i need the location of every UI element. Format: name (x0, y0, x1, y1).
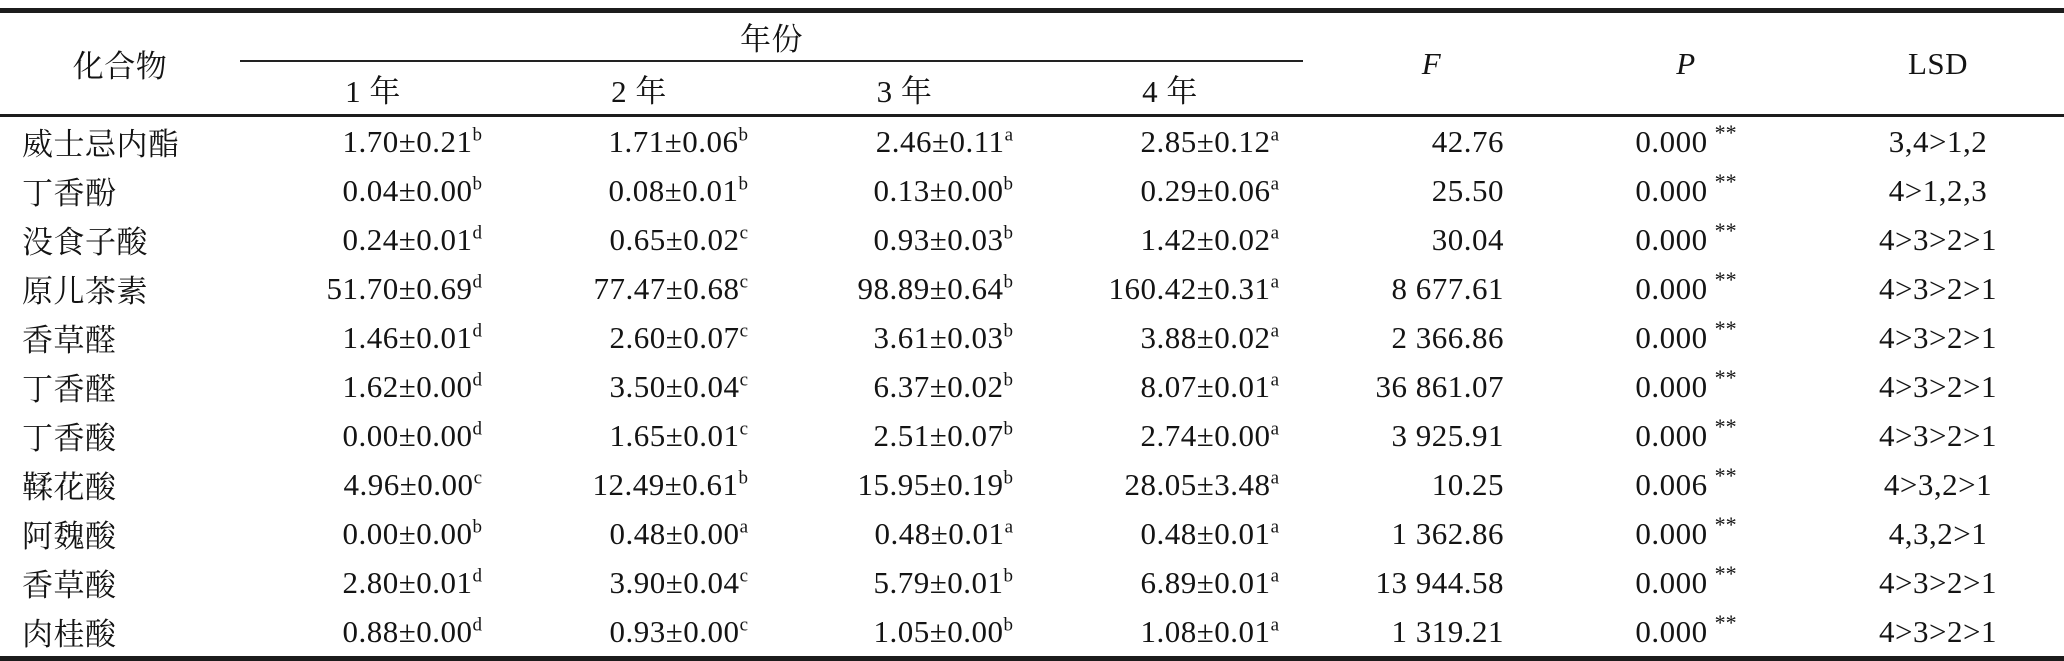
compound-name: 没食子酸 (22, 225, 148, 260)
lsd-value: 4>3>2>1 (1879, 221, 1997, 257)
measurement-value: 1.08±0.01 (1140, 613, 1271, 649)
p-value: 0.000 (1635, 123, 1708, 159)
year-1-value-cell (240, 558, 506, 607)
anova-table (0, 8, 2064, 661)
p-value-cell (1560, 607, 1812, 659)
measurement-value: 4.96±0.00 (343, 466, 474, 502)
p-value-cell (1560, 116, 1812, 167)
compound-name: 原儿茶素 (22, 274, 148, 309)
significance-letter: c (739, 369, 748, 391)
year-2-value-cell (506, 116, 772, 167)
significance-letter: d (472, 271, 482, 293)
year-2-value-cell (506, 607, 772, 659)
significance-stars: ** (1714, 561, 1737, 587)
significance-letter: a (1270, 320, 1279, 342)
significance-stars: ** (1714, 169, 1737, 195)
significance-stars: ** (1714, 512, 1737, 538)
significance-letter: a (1270, 271, 1279, 293)
year-1-value-cell (240, 313, 506, 362)
col-header-year-3: 3 年 (772, 61, 1037, 116)
significance-letter: d (472, 222, 482, 244)
measurement-value: 0.00±0.00 (342, 417, 473, 453)
measurement-value: 5.79±0.01 (873, 564, 1004, 600)
measurement-value: 3.50±0.04 (609, 368, 740, 404)
table-row (0, 166, 2064, 215)
year-4-value-cell (1037, 362, 1303, 411)
significance-stars: ** (1714, 610, 1737, 636)
significance-letter: b (738, 467, 748, 489)
year-3-value-cell (772, 558, 1037, 607)
significance-letter: d (472, 614, 482, 636)
year-1-value-cell (240, 116, 506, 167)
year-3-value-cell (772, 215, 1037, 264)
table-header (0, 11, 2064, 116)
lsd-value: 4,3,2>1 (1888, 515, 1988, 551)
significance-letter: d (472, 320, 482, 342)
table-row (0, 460, 2064, 509)
measurement-value: 0.24±0.01 (342, 221, 473, 257)
year-1-value-cell (240, 264, 506, 313)
measurement-value: 1.65±0.01 (609, 417, 740, 453)
f-value: 1 319.21 (1391, 613, 1504, 649)
year-2-value-cell (506, 411, 772, 460)
year-1-value-cell (240, 215, 506, 264)
p-value-cell (1560, 362, 1812, 411)
measurement-value: 28.05±3.48 (1124, 466, 1271, 502)
significance-letter: c (739, 565, 748, 587)
table-row (0, 558, 2064, 607)
p-value-cell (1560, 313, 1812, 362)
measurement-value: 1.46±0.01 (342, 319, 473, 355)
measurement-value: 0.48±0.01 (1140, 515, 1271, 551)
measurement-value: 6.89±0.01 (1140, 564, 1271, 600)
measurement-value: 6.37±0.02 (873, 368, 1004, 404)
year-3-value-cell (772, 460, 1037, 509)
lsd-value: 3,4>1,2 (1888, 123, 1988, 159)
lsd-value: 4>3>2>1 (1879, 613, 1997, 649)
p-value: 0.000 (1635, 221, 1708, 257)
f-value: 3 925.91 (1391, 417, 1504, 453)
significance-stars: ** (1714, 365, 1737, 391)
p-value-cell (1560, 509, 1812, 558)
significance-letter: b (1003, 271, 1013, 293)
year-2-value-cell (506, 264, 772, 313)
year-3-value-cell (772, 509, 1037, 558)
significance-letter: a (1270, 369, 1279, 391)
lsd-value: 4>3>2>1 (1879, 564, 1997, 600)
lsd-value: 4>3>2>1 (1879, 270, 1997, 306)
measurement-value: 0.13±0.00 (873, 172, 1004, 208)
significance-letter: a (739, 516, 748, 538)
year-3-value-cell (772, 411, 1037, 460)
p-value-cell (1560, 411, 1812, 460)
table-row (0, 411, 2064, 460)
col-header-p: P (1560, 11, 1812, 116)
year-4-value-cell (1037, 313, 1303, 362)
col-header-compound: 化合物 (0, 11, 240, 116)
col-header-lsd: LSD (1812, 11, 2064, 116)
year-2-value-cell (506, 166, 772, 215)
col-header-year-group: 年份 (240, 11, 1303, 62)
significance-letter: a (1270, 173, 1279, 195)
measurement-value: 8.07±0.01 (1140, 368, 1271, 404)
year-4-value-cell (1037, 116, 1303, 167)
f-value: 10.25 (1431, 466, 1504, 502)
measurement-value: 1.70±0.21 (342, 123, 473, 159)
year-1-value-cell (240, 607, 506, 659)
compound-name: 鞣花酸 (22, 470, 117, 505)
significance-letter: d (472, 565, 482, 587)
year-2-value-cell (506, 509, 772, 558)
significance-stars: ** (1714, 218, 1737, 244)
significance-letter: a (1270, 565, 1279, 587)
lsd-value: 4>3,2>1 (1883, 466, 1993, 502)
measurement-value: 3.90±0.04 (609, 564, 740, 600)
year-1-value-cell (240, 166, 506, 215)
significance-letter: b (1003, 418, 1013, 440)
significance-letter: a (1270, 467, 1279, 489)
significance-letter: b (1003, 614, 1013, 636)
measurement-value: 2.51±0.07 (873, 417, 1004, 453)
compound-name: 丁香酸 (22, 421, 117, 456)
measurement-value: 0.93±0.00 (609, 613, 740, 649)
year-4-value-cell (1037, 460, 1303, 509)
significance-letter: b (472, 124, 482, 146)
significance-letter: c (739, 222, 748, 244)
p-value: 0.000 (1635, 172, 1708, 208)
p-value-cell (1560, 460, 1812, 509)
measurement-value: 2.60±0.07 (609, 319, 740, 355)
col-header-year-1: 1 年 (240, 61, 506, 116)
measurement-value: 1.05±0.00 (873, 613, 1004, 649)
p-value-cell (1560, 264, 1812, 313)
significance-letter: b (1003, 369, 1013, 391)
significance-letter: a (1004, 516, 1013, 538)
significance-letter: b (1003, 467, 1013, 489)
year-3-value-cell (772, 362, 1037, 411)
significance-letter: a (1270, 124, 1279, 146)
measurement-value: 2.74±0.00 (1140, 417, 1271, 453)
lsd-value: 4>3>2>1 (1879, 368, 1997, 404)
f-value: 42.76 (1431, 123, 1504, 159)
table-row (0, 264, 2064, 313)
measurement-value: 51.70±0.69 (326, 270, 473, 306)
p-value: 0.000 (1635, 564, 1708, 600)
significance-letter: b (738, 124, 748, 146)
p-value: 0.000 (1635, 417, 1708, 453)
year-4-value-cell (1037, 509, 1303, 558)
measurement-value: 77.47±0.68 (593, 270, 740, 306)
compound-name: 肉桂酸 (22, 617, 117, 652)
year-2-value-cell (506, 362, 772, 411)
p-value: 0.000 (1635, 319, 1708, 355)
year-3-value-cell (772, 313, 1037, 362)
p-value-cell (1560, 558, 1812, 607)
p-value: 0.000 (1635, 368, 1708, 404)
compound-name: 香草醛 (22, 323, 117, 358)
year-4-value-cell (1037, 215, 1303, 264)
measurement-value: 1.71±0.06 (608, 123, 739, 159)
f-value: 36 861.07 (1375, 368, 1504, 404)
measurement-value: 0.48±0.01 (874, 515, 1005, 551)
significance-letter: a (1270, 222, 1279, 244)
significance-letter: b (1003, 173, 1013, 195)
table-row (0, 509, 2064, 558)
significance-letter: d (472, 418, 482, 440)
year-1-value-cell (240, 411, 506, 460)
significance-letter: c (739, 320, 748, 342)
measurement-value: 0.29±0.06 (1140, 172, 1271, 208)
compound-name: 阿魏酸 (22, 519, 117, 554)
compound-name: 威士忌内酯 (22, 127, 180, 162)
year-2-value-cell (506, 313, 772, 362)
significance-letter: c (739, 418, 748, 440)
p-value: 0.000 (1635, 613, 1708, 649)
significance-letter: a (1270, 418, 1279, 440)
table-row (0, 362, 2064, 411)
f-value: 8 677.61 (1391, 270, 1504, 306)
measurement-value: 0.65±0.02 (609, 221, 740, 257)
measurement-value: 160.42±0.31 (1108, 270, 1271, 306)
significance-letter: a (1004, 124, 1013, 146)
year-4-value-cell (1037, 264, 1303, 313)
table-body (0, 116, 2064, 659)
significance-letter: b (738, 173, 748, 195)
p-value: 0.006 (1635, 466, 1708, 502)
year-4-value-cell (1037, 411, 1303, 460)
significance-stars: ** (1714, 120, 1737, 146)
year-1-value-cell (240, 460, 506, 509)
measurement-value: 15.95±0.19 (857, 466, 1004, 502)
year-1-value-cell (240, 509, 506, 558)
table-row (0, 607, 2064, 659)
p-value: 0.000 (1635, 515, 1708, 551)
measurement-value: 3.88±0.02 (1140, 319, 1271, 355)
measurement-value: 1.42±0.02 (1140, 221, 1271, 257)
compound-name: 丁香酚 (22, 176, 117, 211)
significance-stars: ** (1714, 316, 1737, 342)
compound-name: 丁香醛 (22, 372, 117, 407)
year-4-value-cell (1037, 166, 1303, 215)
significance-letter: b (1003, 320, 1013, 342)
year-2-value-cell (506, 460, 772, 509)
measurement-value: 0.00±0.00 (342, 515, 473, 551)
table-row (0, 215, 2064, 264)
measurement-value: 0.88±0.00 (342, 613, 473, 649)
lsd-value: 4>1,2,3 (1888, 172, 1988, 208)
f-value: 13 944.58 (1375, 564, 1504, 600)
year-3-value-cell (772, 264, 1037, 313)
year-3-value-cell (772, 166, 1037, 215)
col-header-f: F (1303, 11, 1560, 116)
measurement-value: 0.04±0.00 (342, 172, 473, 208)
year-3-value-cell (772, 116, 1037, 167)
table-row (0, 116, 2064, 167)
col-header-year-2: 2 年 (506, 61, 772, 116)
measurement-value: 0.93±0.03 (873, 221, 1004, 257)
significance-letter: c (473, 467, 482, 489)
measurement-value: 0.48±0.00 (609, 515, 740, 551)
compound-name: 香草酸 (22, 568, 117, 603)
measurement-value: 2.80±0.01 (342, 564, 473, 600)
year-2-value-cell (506, 215, 772, 264)
year-1-value-cell (240, 362, 506, 411)
measurement-value: 2.85±0.12 (1140, 123, 1271, 159)
significance-letter: c (739, 614, 748, 636)
significance-stars: ** (1714, 463, 1737, 489)
measurement-value: 2.46±0.11 (875, 123, 1005, 159)
f-value: 1 362.86 (1391, 515, 1504, 551)
f-value: 25.50 (1431, 172, 1504, 208)
measurement-value: 0.08±0.01 (608, 172, 739, 208)
significance-letter: b (472, 173, 482, 195)
significance-letter: a (1270, 516, 1279, 538)
p-value: 0.000 (1635, 270, 1708, 306)
year-2-value-cell (506, 558, 772, 607)
significance-letter: a (1270, 614, 1279, 636)
significance-letter: b (472, 516, 482, 538)
f-value: 30.04 (1431, 221, 1504, 257)
measurement-value: 12.49±0.61 (592, 466, 739, 502)
significance-letter: b (1003, 565, 1013, 587)
significance-letter: d (472, 369, 482, 391)
p-value-cell (1560, 215, 1812, 264)
measurement-value: 98.89±0.64 (857, 270, 1004, 306)
f-value: 2 366.86 (1391, 319, 1504, 355)
year-3-value-cell (772, 607, 1037, 659)
significance-stars: ** (1714, 267, 1737, 293)
significance-letter: b (1003, 222, 1013, 244)
table-row (0, 313, 2064, 362)
year-4-value-cell (1037, 607, 1303, 659)
col-header-year-4: 4 年 (1037, 61, 1303, 116)
significance-letter: c (739, 271, 748, 293)
lsd-value: 4>3>2>1 (1879, 319, 1997, 355)
year-4-value-cell (1037, 558, 1303, 607)
measurement-value: 1.62±0.00 (342, 368, 473, 404)
significance-stars: ** (1714, 414, 1737, 440)
p-value-cell (1560, 166, 1812, 215)
measurement-value: 3.61±0.03 (873, 319, 1004, 355)
lsd-value: 4>3>2>1 (1879, 417, 1997, 453)
